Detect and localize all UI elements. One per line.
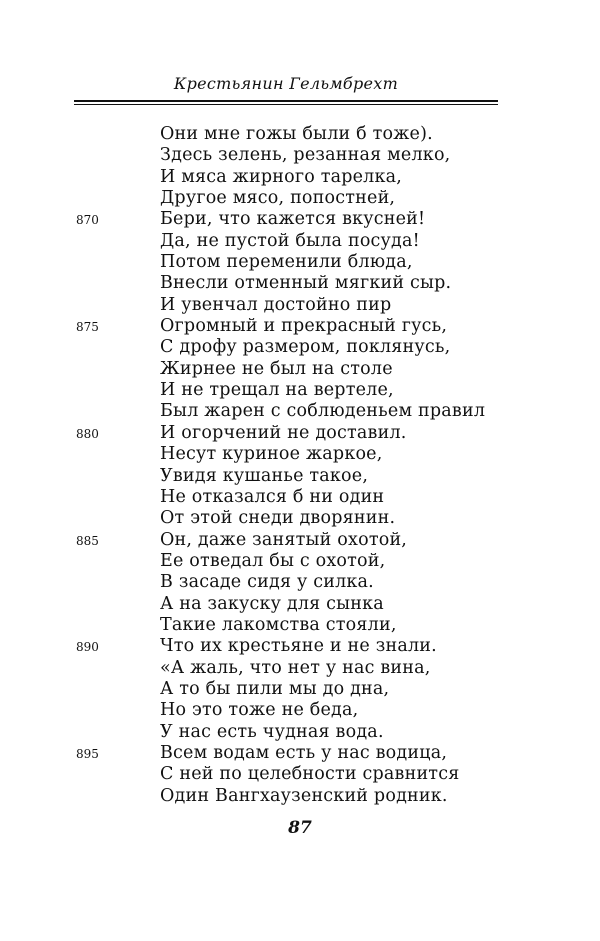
verse-text: Здесь зелень, резанная мелко, (160, 145, 451, 166)
poem-line (0, 722, 600, 743)
poem-line (0, 359, 600, 380)
poem-line (0, 316, 600, 337)
poem-line (0, 295, 600, 316)
header-rule-thick (74, 100, 498, 102)
verse-text: С дрофу размером, поклянусь, (160, 337, 451, 358)
verse-text: И не трещал на вертеле, (160, 380, 394, 401)
poem-line (0, 380, 600, 401)
poem-line (0, 466, 600, 487)
poem-line (0, 551, 600, 572)
poem-line (0, 764, 600, 785)
verse-text: Они мне гожы были б тоже). (160, 124, 433, 144)
verse-text: Потом переменили блюда, (160, 252, 413, 273)
poem-line (0, 423, 600, 444)
verse-text: Огромный и прекрасный гусь, (160, 316, 448, 337)
verse-text: У нас есть чудная вода. (160, 721, 384, 742)
running-title: Крестьянин Гельмбрехт (173, 74, 399, 93)
verse-text: Несут куриное жаркое, (160, 444, 383, 465)
line-number: 880 (76, 426, 99, 441)
verse-text: Всем водам есть у нас водица, (160, 742, 448, 763)
poem-line (0, 273, 600, 294)
line-number: 895 (76, 746, 99, 761)
verse-text: От этой снеди дворянин. (160, 508, 396, 529)
verse-text: Не отказался б ни один (160, 486, 385, 507)
verse-text: Он, даже занятый охотой, (160, 529, 408, 550)
verse-text: Другое мясо, попостней, (160, 188, 396, 209)
line-number: 890 (76, 640, 99, 655)
poem-line (0, 743, 600, 764)
poem-line (0, 401, 600, 422)
verse-text: Жирнее не был на столе (160, 358, 393, 379)
verse-text: Да, не пустой была посуда! (160, 230, 420, 251)
poem-line (0, 615, 600, 636)
verse-text: «А жаль, что нет у нас вина, (160, 657, 431, 678)
verse-text: И увенчал достойно пир (160, 294, 392, 315)
verse-text: Такие лакомства стояли, (160, 614, 397, 635)
poem-line (0, 252, 600, 273)
poem-line (0, 124, 600, 145)
poem-line (0, 786, 600, 807)
poem-line (0, 167, 600, 188)
verse-text: В засаде сидя у силка. (160, 572, 374, 593)
poem-line (0, 231, 600, 252)
poem-line (0, 188, 600, 209)
verse-text: Ее отведал бы с охотой, (160, 550, 386, 571)
poem-line (0, 572, 600, 593)
poem-line (0, 209, 600, 230)
verse-text: А на закуску для сынка (160, 593, 384, 614)
verse-text: Но это тоже не беда, (160, 700, 359, 721)
verse-text: Внесли отменный мягкий сыр. (160, 273, 452, 294)
poem-line (0, 487, 600, 508)
poem-line (0, 658, 600, 679)
poem-line (0, 700, 600, 721)
poem-line (0, 337, 600, 358)
poem-line (0, 444, 600, 465)
poem-line (0, 530, 600, 551)
poem-line (0, 145, 600, 166)
poem-line (0, 679, 600, 700)
line-number: 885 (76, 533, 99, 548)
verse-text: Увидя кушанье такое, (160, 465, 369, 486)
verse-text: Один Вангхаузенский родник. (160, 785, 448, 806)
line-number: 870 (76, 213, 99, 228)
page-number: 87 (288, 818, 312, 838)
poem-line (0, 508, 600, 529)
poem-body (0, 124, 600, 807)
verse-text: И огорчений не доставил. (160, 422, 407, 443)
line-number: 875 (76, 320, 99, 335)
verse-text: И мяса жирного тарелка, (160, 166, 403, 187)
verse-text: С ней по целебности сравнится (160, 764, 460, 785)
verse-text: Был жарен с соблюденьем правил (160, 401, 486, 422)
verse-text: Что их крестьяне и не знали. (160, 636, 437, 657)
verse-text: А то бы пили мы до дна, (160, 678, 390, 699)
poem-line (0, 636, 600, 657)
poem-line (0, 594, 600, 615)
verse-text: Бери, что кажется вкусней! (160, 209, 426, 230)
header-rule-thin (74, 104, 498, 105)
